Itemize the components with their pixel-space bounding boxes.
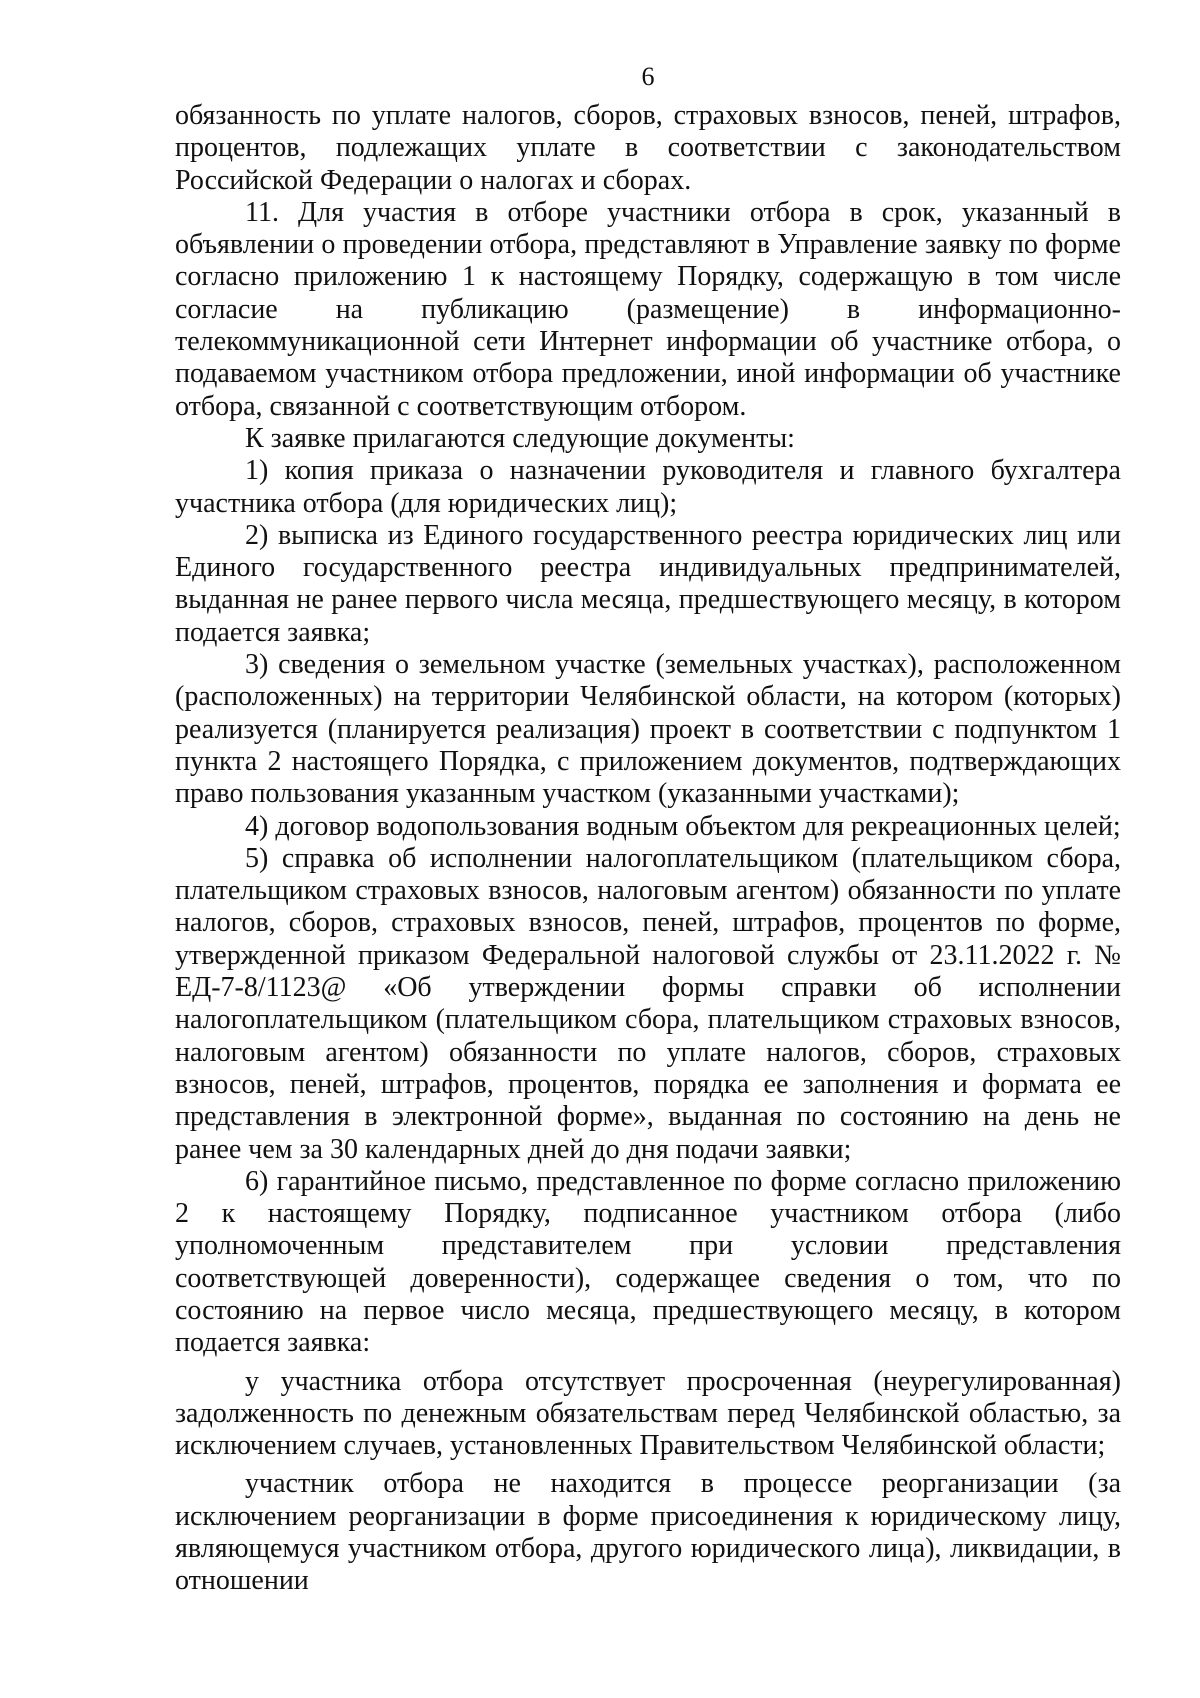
- paragraph-continuation: обязанность по уплате налогов, сборов, страховых взносов, пеней, штрафов, процентов, подлежащих уплате в соответствии с законодательством Российской Федерации о налогах и сборах.: [175, 100, 1121, 196]
- paragraph-doc-5: 5) справка об исполнении налогоплательщиком (плательщиком сбора, плательщиком страховых взносов, налоговым агентом) обязанности по уплате налогов, сборов, страховых взносов, пеней, штрафов, процентов по форме, утвержденной приказом Федеральной налоговой службы от 23.11.2022 г. № ЕД-7-8/1123@ «Об утверждении формы справки об исполнении налогоплательщиком (плательщиком сбора, плательщиком страховых взносов, налоговым агентом) обязанности по уплате налогов, сборов, страховых взносов, пеней, штрафов, процентов, порядка ее заполнения и формата ее представления в электронной форме», выданная по состоянию на день не ранее чем за 30 календарных дней до дня подачи заявки;: [175, 842, 1121, 1165]
- paragraph-doc-1: 1) копия приказа о назначении руководителя и главного бухгалтера участника отбора (для юридических лиц);: [175, 455, 1121, 519]
- paragraph-documents-intro: К заявке прилагаются следующие документы:: [245, 422, 795, 454]
- paragraph-item-11: 11. Для участия в отборе участники отбора в срок, указанный в объявлении о проведении отбора, представляют в Управление заявку по форме согласно приложению 1 к настоящему Порядку, содержащую в том числе согласие на публикацию (размещение) в информационно-телекоммуникационной сети Интернет информации об участнике отбора, о подаваемом участником отбора предложении, иной информации об участнике отбора, связанной с соответствующим отбором.: [175, 196, 1121, 422]
- paragraph-doc-6: 6) гарантийное письмо, представленное по форме согласно приложению 2 к настоящему Порядку, подписанное участником отбора (либо уполномоченным представителем при условии представления соответствующей доверенности), содержащее сведения о том, что по состоянию на первое число месяца, предшествующего месяцу, в котором подается заявка:: [175, 1165, 1121, 1359]
- paragraph-doc-4: 4) договор водопользования водным объектом для рекреационных целей;: [245, 810, 1121, 842]
- page-number: 6: [641, 62, 655, 91]
- paragraph-doc-3: 3) сведения о земельном участке (земельных участках), расположенном (расположенных) на территории Челябинской области, на котором (которых) реализуется (планируется реализация) проект в соответствии с подпунктом 1 пункта 2 настоящего Порядка, с приложением документов, подтверждающих право пользования указанным участком (указанными участками);: [175, 649, 1121, 810]
- paragraph-doc-2: 2) выписка из Единого государственного реестра юридических лиц или Единого государственного реестра индивидуальных предпринимателей, выданная не ранее первого числа месяца, предшествующего месяцу, в котором подается заявка;: [175, 519, 1121, 648]
- document-page: [175, 62, 1121, 1598]
- paragraph-no-reorganization: участник отбора не находится в процессе реорганизации (за исключением реорганизации в форме присоединения к юридическому лицу, являющемуся участником отбора, другого юридического лица), ликвидации, в отношении: [175, 1468, 1121, 1597]
- paragraph-no-debt: у участника отбора отсутствует просроченная (неурегулированная) задолженность по денежным обязательствам перед Челябинской областью, за исключением случаев, установленных Правительством Челябинской области;: [175, 1365, 1121, 1462]
